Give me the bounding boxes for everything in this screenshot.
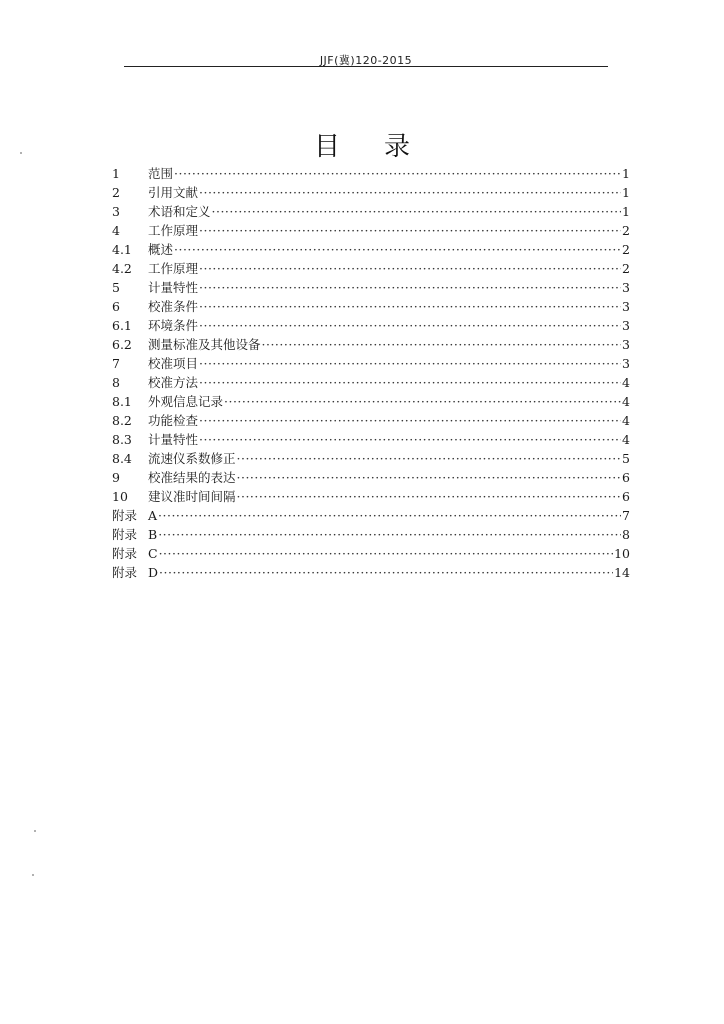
toc-dot-leader: [199, 354, 621, 373]
toc-entry-number: 4.2: [112, 261, 132, 276]
toc-entry-page: 2: [622, 261, 630, 276]
toc-entry[interactable]: [112, 449, 630, 468]
toc-dot-leader: [199, 221, 621, 240]
toc-dot-leader: [237, 468, 621, 487]
toc-entry-number: 6.2: [112, 337, 132, 352]
toc-entry[interactable]: [112, 392, 630, 411]
toc-entry-page: 2: [622, 242, 630, 257]
header-rule: [124, 66, 608, 67]
toc-entry-page: 4: [622, 375, 630, 390]
toc-dot-leader: [237, 449, 621, 468]
toc-entry[interactable]: [112, 240, 630, 259]
toc-entry[interactable]: [112, 544, 630, 563]
toc-entry[interactable]: [112, 487, 630, 506]
toc-entry[interactable]: [112, 316, 630, 335]
toc-dot-leader: [212, 202, 621, 221]
toc-dot-leader: [199, 278, 621, 297]
toc-entry-label: 流速仪系数修正: [148, 451, 236, 466]
toc-entry-label: B: [148, 527, 158, 542]
toc-dot-leader: [199, 183, 621, 202]
toc-entry[interactable]: [112, 468, 630, 487]
toc-entry-page: 3: [622, 318, 630, 333]
toc-dot-leader: [199, 297, 621, 316]
toc-dot-leader: [158, 525, 621, 544]
toc-entry-number: 6.1: [112, 318, 132, 333]
toc-entry-label: 环境条件: [148, 318, 199, 333]
toc-entry-page: 5: [622, 451, 630, 466]
toc-entry-label: 外观信息记录: [148, 394, 224, 409]
toc-entry-number: 附录: [112, 565, 138, 580]
toc-entry-number: 8.3: [112, 432, 132, 447]
toc-entry-page: 1: [622, 204, 630, 219]
toc-entry-page: 6: [622, 489, 630, 504]
toc-entry-page: 6: [622, 470, 630, 485]
toc-entry-label: 功能检查: [148, 413, 199, 428]
toc-entry-number: 1: [112, 166, 120, 181]
toc-entry[interactable]: [112, 430, 630, 449]
toc-entry-label: 校准项目: [148, 356, 199, 371]
toc-dot-leader: [199, 316, 621, 335]
toc-entry-page: 10: [614, 546, 630, 561]
toc-entry[interactable]: [112, 411, 630, 430]
toc-entry[interactable]: [112, 164, 630, 183]
toc-entry[interactable]: [112, 297, 630, 316]
toc-entry-number: 附录: [112, 508, 138, 523]
toc-entry-page: 8: [622, 527, 630, 542]
toc-entry-number: 8.1: [112, 394, 132, 409]
toc-entry-label: 校准结果的表达: [148, 470, 236, 485]
toc-dot-leader: [199, 430, 621, 449]
table-of-contents: [112, 164, 630, 582]
toc-entry-number: 6: [112, 299, 120, 314]
toc-dot-leader: [174, 240, 621, 259]
toc-entry-label: 工作原理: [148, 261, 199, 276]
toc-entry-label: A: [148, 508, 158, 523]
toc-entry[interactable]: [112, 506, 630, 525]
toc-entry-label: C: [148, 546, 158, 561]
toc-entry-page: 1: [622, 185, 630, 200]
toc-entry-number: 附录: [112, 546, 138, 561]
toc-entry-label: 测量标准及其他设备: [148, 337, 261, 352]
toc-entry-label: 工作原理: [148, 223, 199, 238]
toc-entry-page: 3: [622, 337, 630, 352]
toc-entry-number: 8: [112, 375, 120, 390]
toc-dot-leader: [159, 563, 613, 582]
toc-entry-number: 附录: [112, 527, 138, 542]
toc-entry-label: 计量特性: [148, 280, 199, 295]
toc-entry-page: 14: [614, 565, 630, 580]
toc-dot-leader: [174, 164, 621, 183]
toc-entry-number: 10: [112, 489, 128, 504]
toc-entry-page: 7: [622, 508, 630, 523]
toc-entry-label: 校准条件: [148, 299, 199, 314]
toc-entry-label: 术语和定义: [148, 204, 211, 219]
toc-dot-leader: [199, 373, 621, 392]
toc-entry[interactable]: [112, 202, 630, 221]
toc-entry-label: D: [148, 565, 159, 580]
toc-entry-number: 8.4: [112, 451, 132, 466]
scan-speck: [32, 874, 34, 876]
toc-entry[interactable]: [112, 278, 630, 297]
toc-entry[interactable]: [112, 259, 630, 278]
toc-entry[interactable]: [112, 335, 630, 354]
toc-entry-number: 8.2: [112, 413, 132, 428]
toc-dot-leader: [158, 506, 621, 525]
toc-entry-page: 4: [622, 394, 630, 409]
toc-entry-label: 范围: [148, 166, 174, 181]
document-code-header: JJF(冀)120-2015: [319, 54, 413, 67]
toc-entry-number: 5: [112, 280, 120, 295]
toc-entry-page: 2: [622, 223, 630, 238]
toc-entry-number: 2: [112, 185, 120, 200]
toc-entry-number: 7: [112, 356, 120, 371]
toc-entry-page: 4: [622, 413, 630, 428]
toc-entry[interactable]: [112, 354, 630, 373]
toc-entry-page: 1: [622, 166, 630, 181]
toc-entry[interactable]: [112, 525, 630, 544]
toc-entry-label: 计量特性: [148, 432, 199, 447]
toc-entry-page: 4: [622, 432, 630, 447]
toc-entry-page: 3: [622, 356, 630, 371]
toc-entry[interactable]: [112, 183, 630, 202]
toc-entry-number: 3: [112, 204, 120, 219]
toc-entry-label: 概述: [148, 242, 174, 257]
toc-dot-leader: [224, 392, 621, 411]
toc-dot-leader: [237, 487, 621, 506]
toc-dot-leader: [199, 411, 621, 430]
toc-entry-label: 建议准时间间隔: [148, 489, 236, 504]
toc-entry-label: 校准方法: [148, 375, 199, 390]
toc-dot-leader: [262, 335, 621, 354]
toc-entry-page: 3: [622, 280, 630, 295]
toc-dot-leader: [199, 259, 621, 278]
toc-entry[interactable]: [112, 563, 630, 582]
toc-title: 目录: [313, 132, 454, 162]
toc-entry[interactable]: [112, 373, 630, 392]
toc-entry-number: 4.1: [112, 242, 132, 257]
toc-entry-label: 引用文献: [148, 185, 199, 200]
scan-speck: [20, 152, 22, 154]
toc-entry-page: 3: [622, 299, 630, 314]
scan-speck: [34, 830, 36, 832]
toc-entry-number: 4: [112, 223, 120, 238]
toc-entry-number: 9: [112, 470, 120, 485]
toc-entry[interactable]: [112, 221, 630, 240]
toc-dot-leader: [159, 544, 614, 563]
